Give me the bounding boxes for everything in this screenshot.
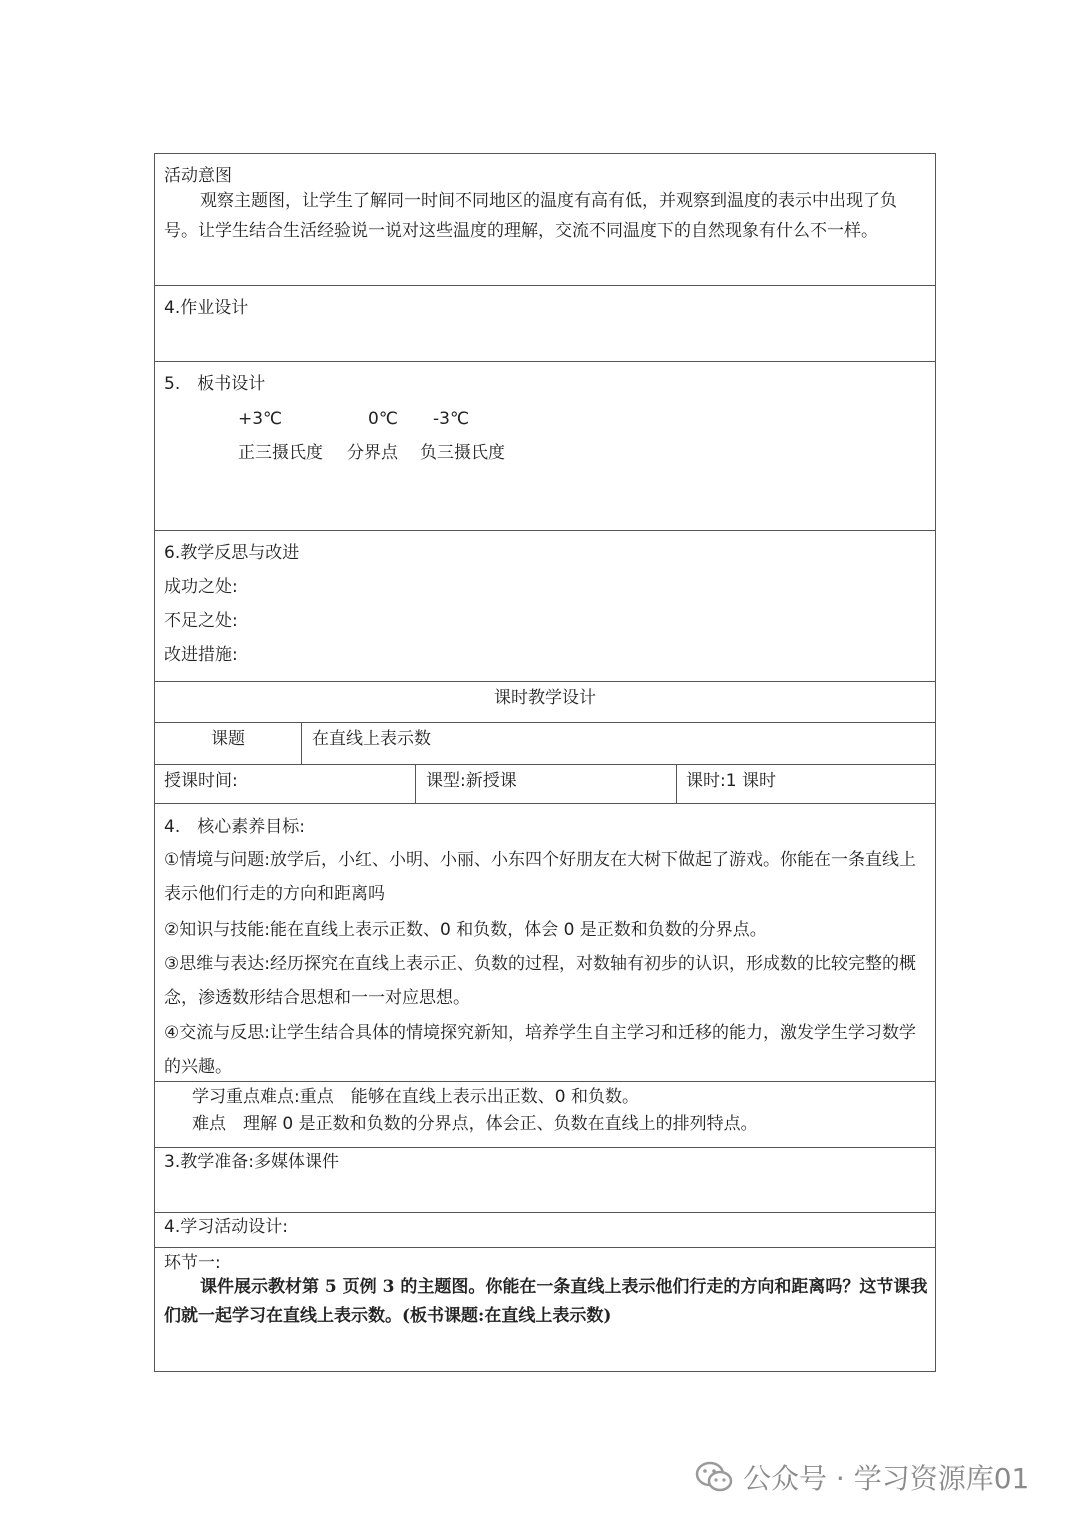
topic-divider [301, 723, 302, 764]
reflection-cell [154, 530, 936, 682]
activity-design-heading: 4.学习活动设计: [164, 1217, 288, 1237]
topic-value: 在直线上表示数 [312, 729, 431, 749]
activity-intent-text: 观察主题图，让学生了解同一时间不同地区的温度有高有低，并观察到温度的表示中出现了负号。让学生结合生活经验说一说对这些温度的理解，交流不同温度下的自然现象有什么不一样。 [164, 191, 897, 241]
goals-heading: 4. 核心素养目标: [164, 817, 305, 837]
topic-label: 课题 [211, 729, 245, 749]
board-word-negative: 负三摄氏度 [420, 443, 505, 463]
prep-cell [154, 1147, 936, 1213]
activity-intent-heading: 活动意图 [164, 166, 232, 186]
watermark-text: 公众号 · 学习资源库01 [743, 1462, 1030, 1495]
watermark [695, 1457, 1029, 1497]
reflection-success: 成功之处: [164, 577, 238, 597]
schedule-divider-1 [415, 765, 416, 803]
goal-reflection-text: 让学生结合具体的情境探究新知，培养学生自主学习和迁移的能力，激发学生学习数学的兴趣。 [164, 1023, 916, 1077]
goal-thinking [164, 947, 929, 1015]
board-word-boundary: 分界点 [347, 443, 398, 463]
prep-text: 3.教学准备:多媒体课件 [164, 1152, 339, 1172]
lesson-time-label: 授课时间: [164, 771, 238, 791]
board-word-positive: 正三摄氏度 [238, 443, 323, 463]
stage-one-heading: 环节一: [164, 1253, 221, 1273]
board-design-cell [154, 361, 936, 531]
stage-one-text: 课件展示教材第 5 页例 3 的主题图。你能在一条直线上表示他们行走的方向和距离吗？这节课我们就一起学习在直线上表示数。(板书课题:在直线上表示数) [164, 1277, 928, 1326]
goal-reflection [164, 1016, 929, 1084]
core-goals-cell [154, 803, 936, 1082]
board-temp-zero: 0℃ [368, 409, 398, 429]
reflection-shortcoming: 不足之处: [164, 611, 238, 631]
goal-context-text: 放学后，小红、小明、小丽、小东四个好朋友在大树下做起了游戏。你能在一条直线上表示他们行走的方向和距离吗 [164, 850, 916, 904]
goal-knowledge-text: 能在直线上表示正数、0 和负数，体会 0 是正数和负数的分界点。 [269, 920, 767, 940]
goal-knowledge-label: ②知识与技能: [164, 920, 270, 940]
goal-thinking-label: ③思维与表达: [164, 954, 270, 974]
schedule-row [154, 764, 936, 804]
lesson-type-label: 课型:新授课 [426, 771, 517, 791]
reflection-improvement: 改进措施: [164, 645, 238, 665]
key-points-cell [154, 1081, 936, 1148]
board-temp-positive: +3℃ [238, 409, 283, 429]
goal-context [164, 843, 929, 911]
stage-one-cell [154, 1247, 936, 1372]
goal-context-label: ①情境与问题: [164, 850, 270, 870]
key-points-line-1: 学习重点难点:重点 能够在直线上表示出正数、0 和负数。 [192, 1087, 639, 1107]
goal-knowledge [164, 913, 929, 947]
lesson-hours-label: 课时:1 课时 [686, 771, 776, 791]
reflection-heading: 6.教学反思与改进 [164, 543, 300, 563]
activity-intent-cell [154, 153, 936, 286]
schedule-divider-2 [676, 765, 677, 803]
homework-heading: 4.作业设计 [164, 298, 249, 318]
goal-thinking-text: 经历探究在直线上表示正、负数的过程，对数轴有初步的认识，形成数的比较完整的概念，渗透数形结合思想和一一对应思想。 [164, 954, 916, 1008]
key-points-line-2: 难点 理解 0 是正数和负数的分界点，体会正、负数在直线上的排列特点。 [192, 1114, 758, 1134]
wechat-icon [695, 1460, 733, 1494]
lesson-title-cell [154, 681, 936, 723]
topic-row [154, 722, 936, 765]
activity-design-cell [154, 1212, 936, 1248]
lesson-title: 课时教学设计 [494, 688, 596, 708]
board-heading: 5. 板书设计 [164, 374, 266, 394]
homework-cell [154, 285, 936, 362]
goal-reflection-label: ④交流与反思: [164, 1023, 270, 1043]
board-temp-negative: -3℃ [433, 409, 470, 429]
